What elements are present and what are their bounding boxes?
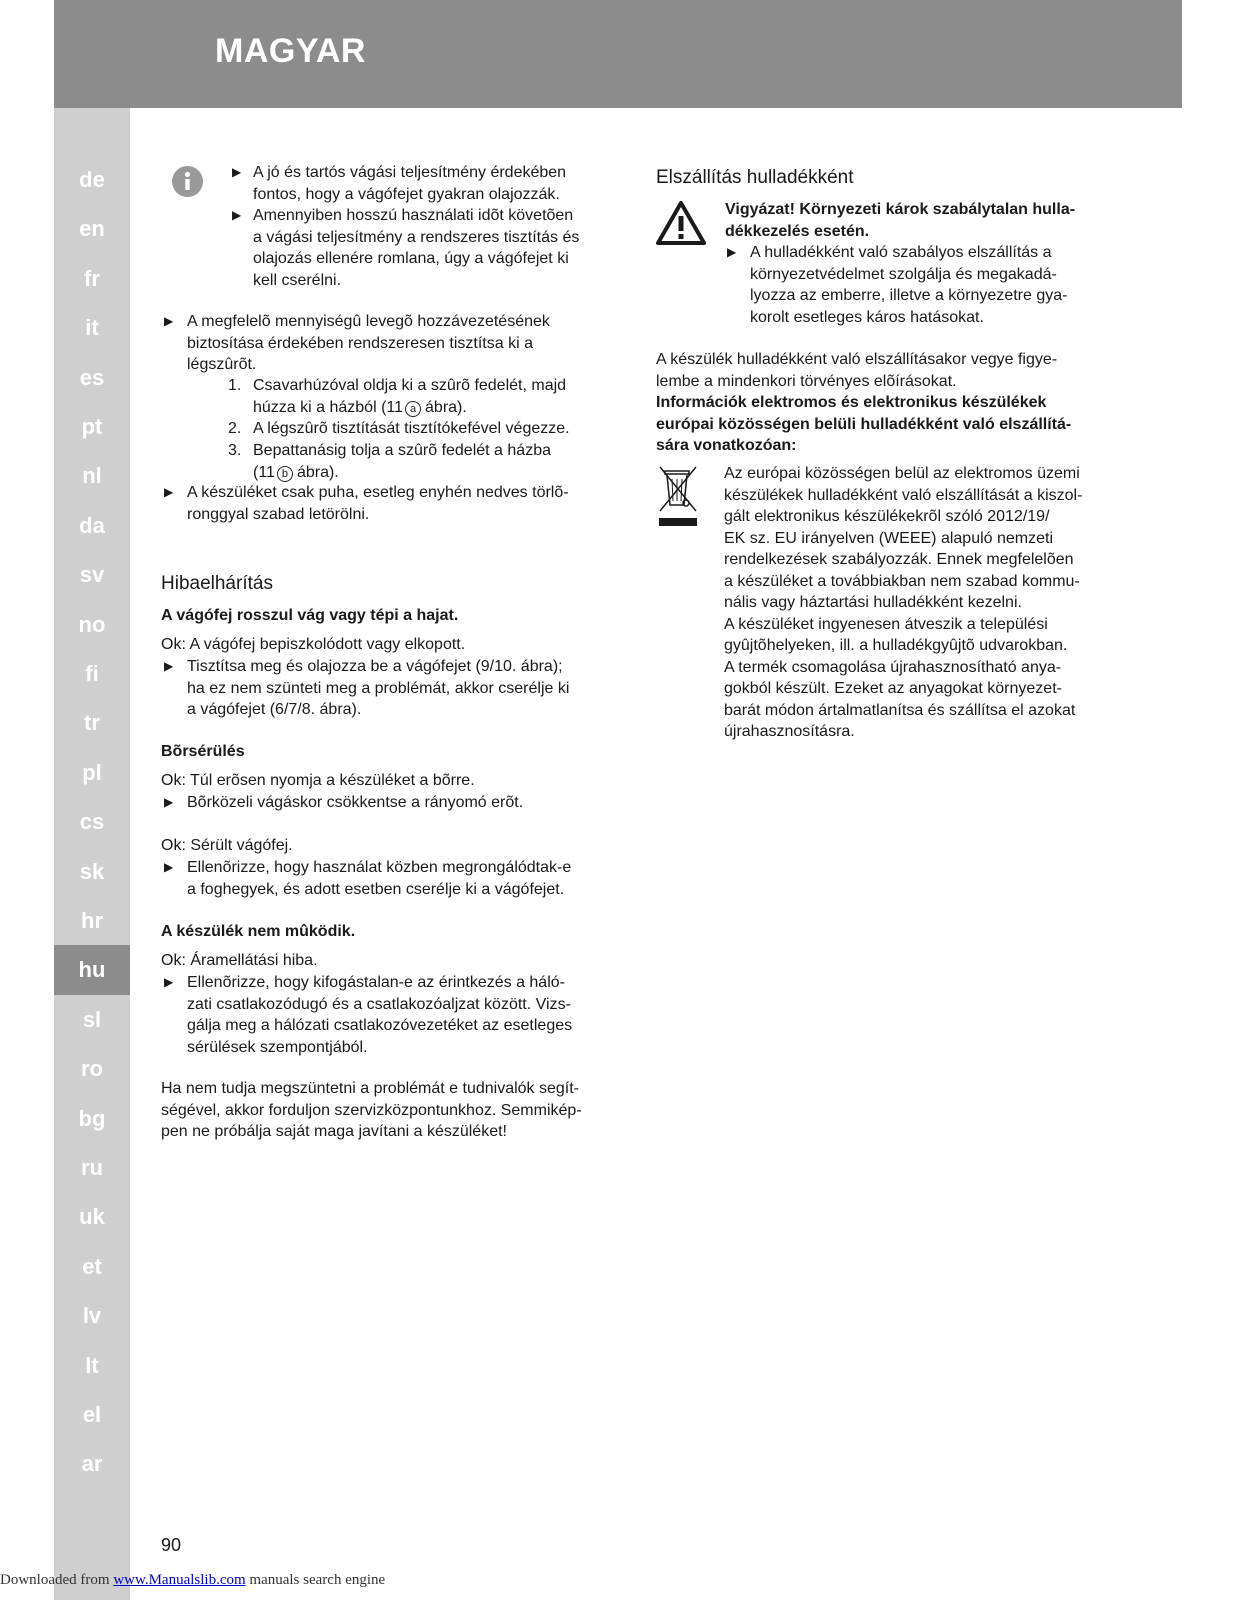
lang-tab-sl[interactable]: sl [82, 1006, 102, 1032]
lang-tab-da[interactable]: da [79, 512, 105, 538]
lang-tab-fi[interactable]: fi [85, 661, 99, 686]
step-1-number: 1. [228, 377, 242, 394]
bullet-arrow-icon: ▶ [727, 245, 737, 259]
lang-tab-pt[interactable]: pt [81, 414, 103, 439]
problem-4-title: A készülék nem mûködik. [161, 923, 356, 940]
lang-tab-lt[interactable]: lt [85, 1352, 99, 1378]
footer-prefix: Downloaded from [0, 1572, 114, 1588]
wipe-instruction: A készüléket csak puha, esetleg enyhén nedves törlõ- ronggyal szabad letörölni. [187, 484, 569, 523]
bullet-arrow-icon: ▶ [164, 659, 174, 673]
step-3-text: Bepattanásig tolja a szûrõ fedelét a házba (11 b ábra). [253, 442, 551, 481]
disposal-paragraph: A készülék hulladékként való elszállításakor vegye figye- lembe a mindenkori törvényes elõírásokat. [656, 351, 1058, 390]
info-note-2: Amennyiben hosszú használati idõt követõen a vágási teljesítmény a rendszeres tisztítás és olajozás ellenére romlana, úgy a vágófejet ki kell cserélni. [253, 207, 580, 289]
bullet-arrow-icon: ▶ [164, 485, 174, 499]
lang-tab-bg[interactable]: bg [78, 1105, 106, 1131]
problem-1-fix: Tisztítsa meg és olajozza be a vágófejet (9/10. ábra); ha ez nem szünteti meg a problémát, akkor cserélje ki a vágófejet (6/7/8. ábra). [187, 658, 570, 718]
download-footer [0, 1572, 385, 1589]
weee-info-title: Információk elektromos és elektronikus készülékek európai közösségen belüli hulladékként való elszállítá- sára vonatkozóan: [656, 394, 1072, 454]
lang-tab-ro[interactable]: ro [81, 1056, 103, 1082]
problem-3-cause: Ok: Sérült vágófej. [161, 837, 293, 854]
lang-tab-el[interactable]: el [82, 1402, 102, 1427]
problem-1-cause: Ok: A vágófej bepiszkolódott vagy elkopott. [161, 636, 466, 653]
problem-4-cause: Ok: Áramellátási hiba. [161, 952, 318, 969]
problem-2-cause: Ok: Túl erõsen nyomja a készüléket a bõrre. [161, 772, 475, 789]
filter-instruction: A megfelelõ mennyiségû levegõ hozzávezetésének biztosítása érdekében rendszeresen tisztítsa ki a légszûrõt. [187, 313, 550, 373]
lang-tab-hr[interactable]: hr [81, 908, 103, 933]
language-sidebar [54, 108, 130, 1600]
problem-3-fix: Ellenõrizze, hogy használat közben megrongálódtak-e a foghegyek, és adott esetben cserélje ki a vágófejet. [187, 859, 572, 898]
lang-tab-lv[interactable]: lv [82, 1303, 102, 1329]
bullet-arrow-icon: ▶ [164, 860, 174, 874]
lang-tab-uk[interactable]: uk [79, 1204, 105, 1230]
bullet-arrow-icon: ▶ [232, 208, 242, 222]
problem-2-title: Bõrsérülés [161, 743, 245, 760]
page-header [54, 0, 1182, 108]
step-3-number: 3. [228, 442, 242, 459]
lang-tab-ru[interactable]: ru [81, 1155, 103, 1180]
lang-tab-nl[interactable]: nl [82, 463, 102, 489]
lang-tab-pl[interactable]: pl [82, 759, 102, 785]
lang-tab-fr[interactable]: fr [84, 265, 100, 291]
lang-tab-sv[interactable]: sv [79, 562, 105, 588]
warning-text: A hulladékként való szabályos elszállítás a környezetvédelmet szolgálja és megakadá- lyozza az emberre, illetve a környezetre gya- korolt esetleges káros hatásokat. [750, 244, 1068, 326]
manualslib-link[interactable]: www.Manualslib.com [113, 1572, 246, 1588]
page-title: MAGYAR [215, 32, 366, 70]
weee-text: Az európai közösségen belül az elektromos üzemi készülékek hulladékként való elszállítását a kiszol- gált elektronikus készülékekrõl szóló 2012/19/ EK sz. EU irányelven (WEEE) alapuló nemzeti rendelkezések szabályozzák. Ennek megfelelõen a készüléket a továbbiakban nem szabad kommu- nális vagy háztartási hulladékként kezelni. A készüléket ingyenesen átveszik a települési gyûjtõhelyeken, ill. a hulladékgyûjtõ udvarokban. A termék csomagolása újrahasznosítható anya- gokból készült. Ezeket az anyagokat környezet- barát módon ártalmatlanítsa és szállítsa el azokat újrahasznosításra. [724, 465, 1083, 740]
lang-tab-sk[interactable]: sk [79, 858, 105, 884]
lang-tab-cs[interactable]: cs [79, 809, 105, 835]
crossed-bin-icon [656, 465, 702, 532]
info-note-1: A jó és tartós vágási teljesítmény érdekében fontos, hogy a vágófejet gyakran olajozzák. [253, 164, 567, 203]
problem-4-fix: Ellenõrizze, hogy kifogástalan-e az érintkezés a háló- zati csatlakozódugó és a csatlakozóaljzat között. Vizs- gálja meg a hálózati csatlakozóvezetéket az esetleges sérülések szempontjából. [187, 974, 573, 1056]
bullet-arrow-icon: ▶ [232, 165, 242, 179]
circled-letter-b: b [277, 466, 293, 482]
warning-title: Vigyázat! Környezeti károk szabálytalan hulla- dékkezelés esetén. [725, 201, 1076, 240]
step-2-number: 2. [228, 420, 242, 437]
closing-note: Ha nem tudja megszüntetni a problémát e tudnivalók segít- ségével, akkor forduljon szervizközpontunkhoz. Semmikép- pen ne próbálja saját maga javítani a készüléket! [161, 1080, 582, 1140]
disposal-heading: Elszállítás hulladékként [656, 167, 854, 188]
bullet-arrow-icon: ▶ [164, 795, 174, 809]
circled-letter-a: a [405, 401, 421, 417]
lang-tab-it[interactable]: it [85, 315, 99, 341]
problem-1-title: A vágófej rosszul vág vagy tépi a hajat. [161, 607, 459, 624]
troubleshooting-heading: Hibaelhárítás [161, 573, 273, 594]
lang-tab-en[interactable]: en [79, 216, 105, 242]
warning-triangle-icon [655, 200, 707, 251]
lang-tab-hu[interactable]: hu [54, 945, 130, 995]
step-1-text: Csavarhúzóval oldja ki a szûrõ fedelét, majd húzza ki a házból (11 a ábra). [253, 377, 567, 416]
lang-tab-de[interactable]: de [79, 167, 105, 192]
lang-tab-es[interactable]: es [79, 364, 105, 390]
step-2-text: A légszûrõ tisztítását tisztítókefével végezze. [253, 420, 570, 437]
lang-tab-tr[interactable]: tr [84, 710, 100, 736]
page-number: 90 [161, 1535, 182, 1555]
bullet-arrow-icon: ▶ [164, 314, 174, 328]
info-icon [172, 166, 203, 197]
bullet-arrow-icon: ▶ [164, 975, 174, 989]
problem-2-fix: Bõrközeli vágáskor csökkentse a rányomó erõt. [187, 794, 524, 811]
footer-suffix: manuals search engine [245, 1572, 386, 1588]
lang-tab-ar[interactable]: ar [81, 1451, 103, 1477]
lang-tab-et[interactable]: et [82, 1253, 102, 1279]
lang-tab-no[interactable]: no [78, 611, 106, 637]
